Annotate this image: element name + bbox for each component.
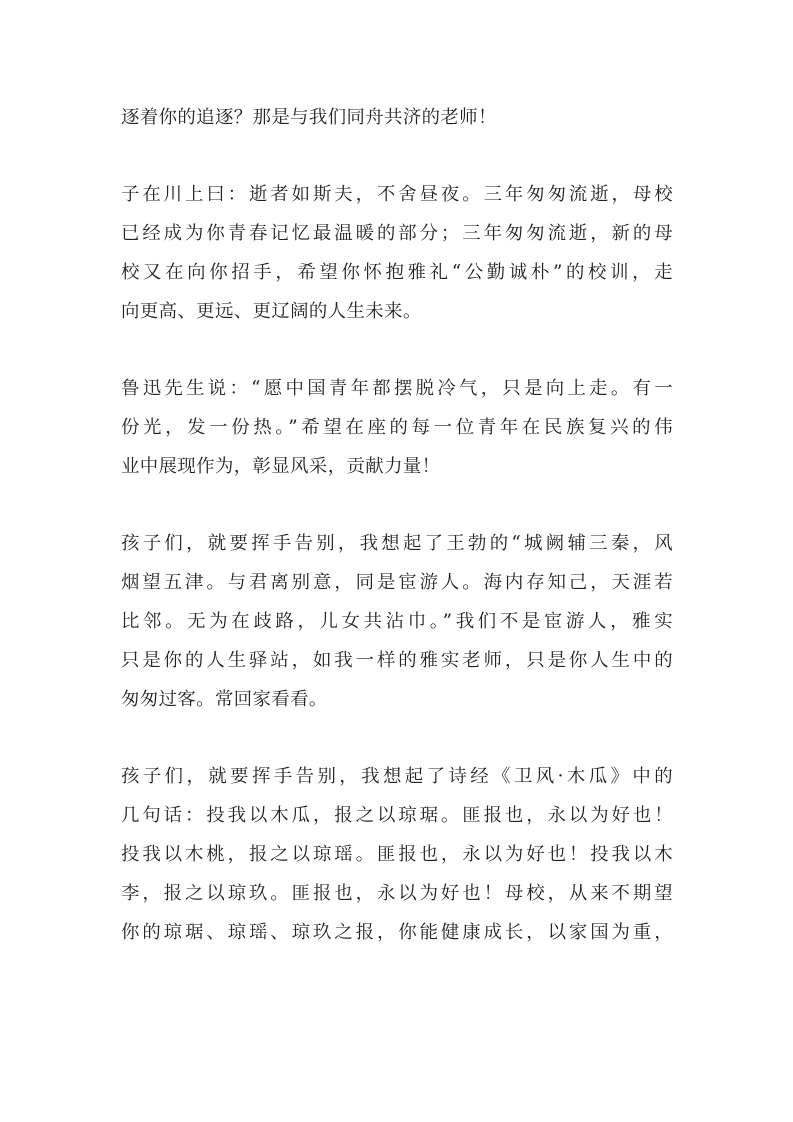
text-line: 李，报之以琼玖。匪报也，永以为好也！母校，从来不期望 bbox=[121, 883, 673, 904]
text-line: 烟望五津。与君离别意，同是宦游人。海内存知己，天涯若 bbox=[121, 572, 673, 593]
text-line: 业中展现作为，彰显风采，贡献力量！ bbox=[121, 456, 441, 477]
text-line: 向更高、更远、更辽阔的人生未来。 bbox=[121, 301, 422, 322]
text-line: 子在川上曰：逝者如斯夫，不舍昼夜。三年匆匆流逝，母校 bbox=[121, 184, 673, 205]
document-body bbox=[121, 98, 673, 952]
paragraph-4 bbox=[121, 524, 673, 719]
text-line: 已经成为你青春记忆最温暖的部分；三年匆匆流逝，新的母 bbox=[121, 223, 673, 244]
text-line: 几句话：投我以木瓜，报之以琼琚。匪报也，永以为好也！ bbox=[121, 805, 673, 826]
text-line: 鲁迅先生说：“愿中国青年都摆脱冷气，只是向上走。有一 bbox=[121, 378, 673, 399]
text-line: 份光，发一份热。”希望在座的每一位青年在民族复兴的伟 bbox=[121, 417, 673, 438]
paragraph-1 bbox=[121, 98, 673, 137]
paragraph-3 bbox=[121, 369, 673, 486]
text-line: 校又在向你招手，希望你怀抱雅礼“公勤诚朴”的校训，走 bbox=[121, 262, 673, 283]
paragraph-2 bbox=[121, 175, 673, 331]
paragraph-gap bbox=[121, 331, 673, 369]
text-line: 孩子们，就要挥手告别，我想起了王勃的“城阙辅三秦，风 bbox=[121, 533, 673, 554]
text-line: 逐着你的追逐？那是与我们同舟共济的老师！ bbox=[121, 107, 497, 128]
paragraph-5 bbox=[121, 757, 673, 952]
paragraph-gap bbox=[121, 486, 673, 524]
text-line: 投我以木桃，报之以琼瑶。匪报也，永以为好也！投我以木 bbox=[121, 844, 673, 865]
text-line: 你的琼琚、琼瑶、琼玖之报，你能健康成长，以家国为重， bbox=[121, 922, 673, 943]
paragraph-gap bbox=[121, 137, 673, 175]
text-line: 匆匆过客。常回家看看。 bbox=[121, 689, 328, 710]
text-line: 只是你的人生驿站，如我一样的雅实老师，只是你人生中的 bbox=[121, 650, 673, 671]
text-line: 比邻。无为在歧路，儿女共沾巾。”我们不是宦游人，雅实 bbox=[121, 611, 673, 632]
text-line: 孩子们，就要挥手告别，我想起了诗经《卫风·木瓜》中的 bbox=[121, 766, 673, 787]
paragraph-gap bbox=[121, 719, 673, 757]
